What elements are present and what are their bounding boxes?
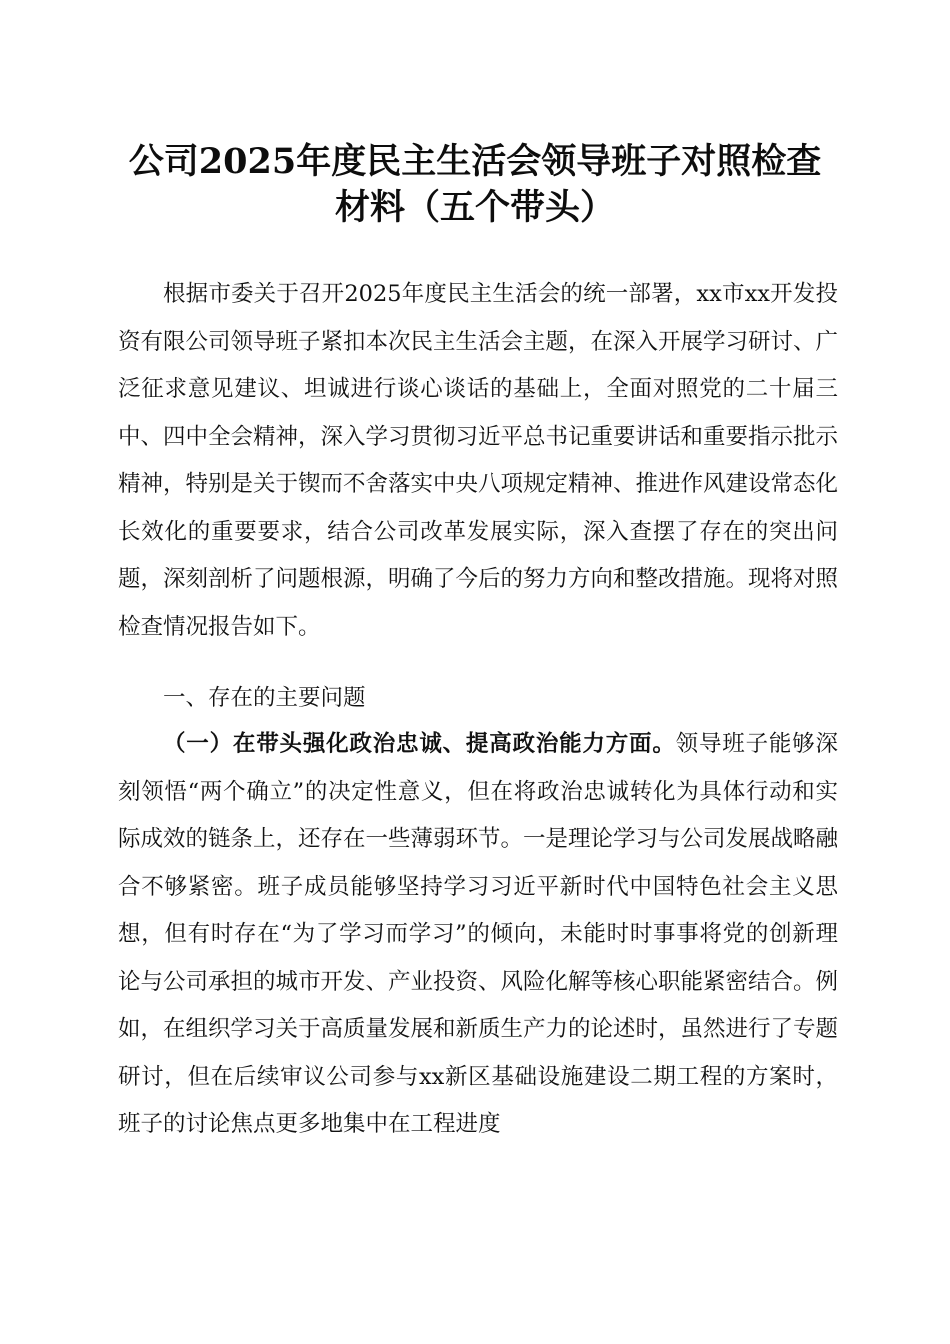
subsection-paragraph [118,721,838,1149]
section-heading: 一、存在的主要问题 [163,685,366,711]
document-title-line-2: 材料（五个带头） [334,187,615,228]
intro-paragraph: 根据市委关于召开2025年度民主生活会的统一部署，xx市xx开发投资有限公司领导班子紧扣本次民主生活会主题，在深入开展学习研讨、广泛征求意见建议、坦诚进行谈心谈话的基础上，全面对照党的二十届三中、四中全会精神，深入学习贯彻习近平总书记重要讲话和重要指示批示精神，特别是关于锲而不舍落实中央八项规定精神、推进作风建设常态化长效化的重要要求，结合公司改革发展实际，深入查摆了存在的突出问题，深刻剖析了问题根源，明确了今后的努力方向和整改措施。现将对照检查情况报告如下。 [118,281,839,640]
subsection-body: 领导班子能够深刻领悟“两个确立”的决定性意义，但在将政治忠诚转化为具体行动和实际成效的链条上，还存在一些薄弱环节。一是理论学习与公司发展战略融合不够紧密。班子成员能够坚持学习习近平新时代中国特色社会主义思想，但有时存在“为了学习而学习”的倾向，未能时时事事将党的创新理论与公司承担的城市开发、产业投资、风险化解等核心职能紧密结合。例如，在组织学习关于高质量发展和新质生产力的论述时，虽然进行了专题研讨，但在后续审议公司参与xx新区基础设施建设二期工程的方案时，班子的讨论焦点更多地集中在工程进度 [118,731,839,1137]
document-title-line-1: 公司2025年度民主生活会领导班子对照检查 [128,141,822,182]
subsection-heading: （一）在带头强化政治忠诚、提高政治能力方面。 [163,731,676,757]
